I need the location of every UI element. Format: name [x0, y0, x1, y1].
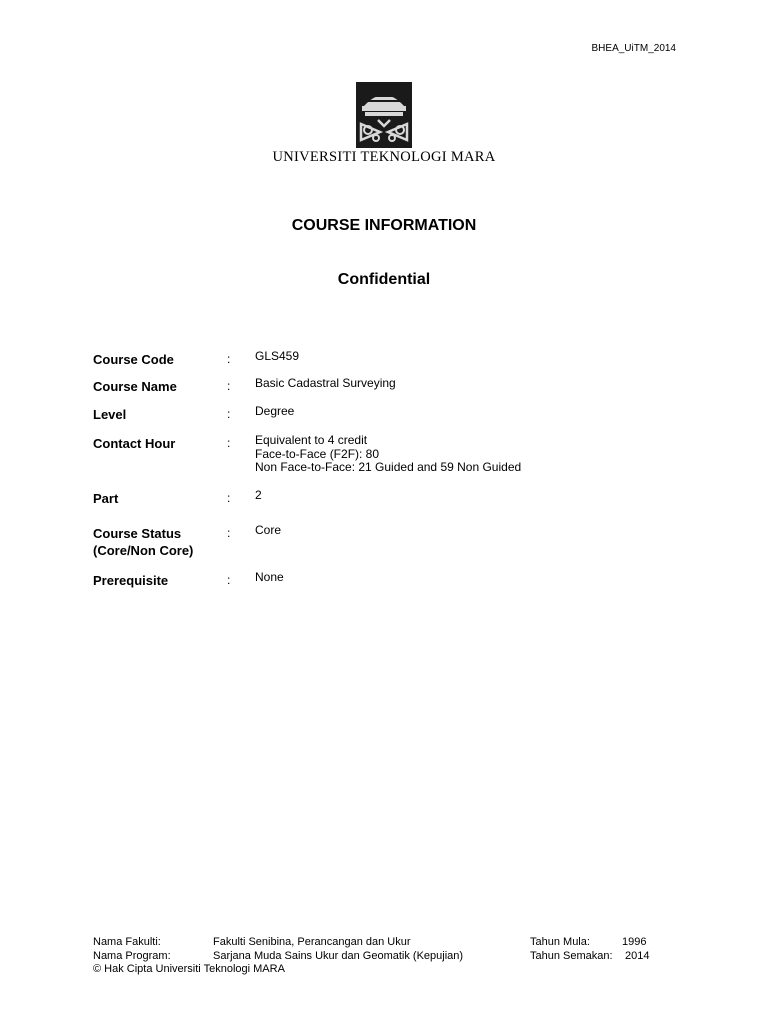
page-footer — [93, 936, 673, 977]
field-value: Basic Cadastral Surveying — [255, 376, 396, 390]
footer-faculty-label: Nama Fakulti: — [93, 936, 161, 948]
field-label: Course Code — [93, 352, 174, 367]
field-value-line: Face-to-Face (F2F): 80 — [255, 446, 380, 461]
footer-row-faculty — [93, 936, 673, 950]
footer-row-copyright — [93, 963, 673, 977]
field-label-line: (Core/Non Core) — [93, 543, 194, 558]
footer-row-program — [93, 950, 673, 964]
field-colon: : — [227, 526, 231, 540]
field-colon: : — [227, 352, 231, 366]
university-name: UNIVERSITI TEKNOLOGI MARA — [272, 149, 496, 165]
field-label: Contact Hour — [93, 436, 176, 451]
field-label: Course Name — [93, 379, 177, 394]
page-title: COURSE INFORMATION — [291, 217, 477, 234]
field-colon: : — [227, 379, 231, 393]
confidential-label: Confidential — [337, 271, 431, 288]
field-value: GLS459 — [255, 349, 300, 363]
field-value — [255, 434, 521, 475]
field-value-line: Non Face-to-Face: 21 Guided and 59 Non Guided — [255, 460, 522, 474]
field-label: Level — [93, 407, 127, 422]
footer-program-value: Sarjana Muda Sains Ukur dan Geomatik (Kepujian) — [213, 949, 464, 962]
field-value: Core — [255, 523, 282, 537]
field-label: Prerequisite — [93, 573, 169, 588]
footer-copyright: © Hak Cipta Universiti Teknologi MARA — [93, 963, 285, 975]
footer-start-value: 1996 — [622, 936, 647, 948]
field-colon: : — [227, 407, 231, 421]
field-value: Degree — [255, 404, 295, 418]
field-label: Part — [93, 491, 119, 506]
field-colon: : — [227, 573, 231, 587]
footer-start-label: Tahun Mula: — [530, 936, 590, 948]
field-value: None — [255, 570, 284, 584]
document-code: BHEA_UiTM_2014 — [591, 43, 676, 54]
field-colon: : — [227, 436, 231, 450]
field-value-line: Equivalent to 4 credit — [255, 433, 368, 447]
footer-faculty-value: Fakulti Senibina, Perancangan dan Ukur — [213, 936, 411, 948]
footer-program-label: Nama Program: — [93, 949, 171, 962]
uitm-logo-icon — [356, 82, 412, 148]
field-value: 2 — [255, 488, 262, 502]
field-colon: : — [227, 491, 231, 505]
footer-review-value: 2014 — [625, 949, 650, 962]
field-label-line: Course Status — [93, 526, 182, 541]
field-label — [93, 525, 223, 559]
footer-review-label: Tahun Semakan: — [530, 949, 613, 962]
